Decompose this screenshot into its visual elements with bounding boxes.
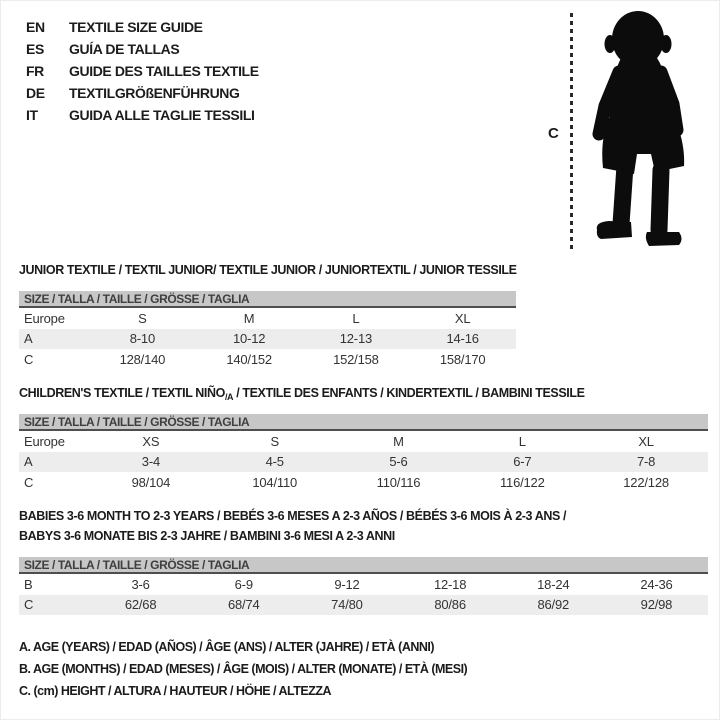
lang-row-en [26, 16, 259, 38]
height-cell: 128/140 [119, 351, 166, 367]
title-line-2: BABYS 3-6 MONATE BIS 2-3 JAHRE / BAMBINI 3-6 MESI A 2-3 ANNI [19, 529, 395, 543]
height-cell: 152/158 [333, 351, 379, 367]
height-cell: 92/98 [640, 597, 673, 613]
height-cell: 122/128 [623, 474, 669, 490]
size-cell: S [138, 310, 147, 326]
age-cell: 12-13 [339, 331, 372, 347]
height-cell: 74/80 [331, 597, 363, 613]
lang-row-es [26, 38, 259, 60]
lang-label: GUIDE DES TAILLES TEXTILE [69, 63, 259, 79]
lang-label: GUIDA ALLE TAGLIE TESSILI [69, 107, 255, 123]
table-row-europe [19, 308, 516, 329]
row-label: Europe [24, 433, 65, 449]
size-cell: XL [638, 433, 654, 449]
row-label: A [24, 454, 33, 470]
height-measure-label: C [548, 125, 559, 142]
toddler-silhouette-icon [583, 6, 709, 253]
row-label: Europe [24, 310, 65, 326]
size-cell: M [393, 433, 404, 449]
months-cell: 24-36 [640, 576, 673, 592]
lang-code: ES [26, 41, 44, 57]
months-cell: 9-12 [334, 576, 360, 592]
lang-label: TEXTILGRÖßENFÜHRUNG [69, 85, 240, 101]
table-row-age [19, 452, 708, 473]
height-cell: 104/110 [252, 474, 298, 490]
row-label: C [24, 597, 34, 613]
title-line-1: BABIES 3-6 MONTH TO 2-3 YEARS / BEBÉS 3-6 MESES A 2-3 AÑOS / BÉBÉS 3-6 MOIS À 2-3 ANS / [19, 509, 567, 523]
row-label: C [24, 351, 34, 367]
lang-code: EN [26, 19, 45, 35]
section-title-children [19, 383, 585, 404]
row-label: A [24, 331, 33, 347]
babies-size-table [19, 557, 708, 615]
height-cell: 62/68 [124, 597, 157, 613]
row-label: C [24, 474, 34, 490]
months-cell: 18-24 [537, 576, 570, 592]
table-row-height [19, 595, 708, 616]
footnote-age-months: B. AGE (MONTHS) / EDAD (MESES) / ÂGE (MOIS) / ALTER (MONATE) / ETÀ (MESI) [19, 662, 468, 676]
age-cell: 10-12 [233, 331, 266, 347]
height-measure-line [570, 13, 573, 251]
lang-code: IT [26, 107, 38, 123]
age-cell: 4-5 [265, 454, 284, 470]
lang-row-de [26, 82, 259, 104]
title-text: CHILDREN'S TEXTILE / TEXTIL NIÑO [19, 386, 225, 400]
table-row-europe [19, 431, 708, 452]
age-cell: 5-6 [389, 454, 408, 470]
section-title-junior: JUNIOR TEXTILE / TEXTIL JUNIOR/ TEXTILE JUNIOR / JUNIORTEXTIL / JUNIOR TESSILE [19, 263, 517, 277]
size-header-bar: SIZE / TALLA / TAILLE / GRÖSSE / TAGLIA [19, 414, 708, 431]
size-header-bar: SIZE / TALLA / TAILLE / GRÖSSE / TAGLIA [19, 291, 516, 308]
size-header-bar: SIZE / TALLA / TAILLE / GRÖSSE / TAGLIA [19, 557, 708, 574]
size-cell: XL [454, 310, 471, 326]
table-row-height [19, 472, 708, 493]
row-label: B [24, 576, 33, 592]
junior-size-table [19, 291, 516, 370]
age-cell: 14-16 [446, 331, 479, 347]
size-cell: M [243, 310, 255, 326]
age-cell: 6-7 [513, 454, 532, 470]
height-cell: 116/122 [499, 474, 545, 490]
size-cell: L [518, 433, 526, 449]
title-text: / TEXTILE DES ENFANTS / KINDERTEXTIL / BAMBINI TESSILE [233, 386, 585, 400]
height-cell: 110/116 [376, 474, 421, 490]
lang-code: DE [26, 85, 45, 101]
language-list [26, 16, 259, 126]
height-cell: 80/86 [434, 597, 466, 613]
lang-row-fr [26, 60, 259, 82]
table-row-months [19, 574, 708, 595]
height-cell: 158/170 [439, 351, 486, 367]
months-cell: 6-9 [234, 576, 253, 592]
lang-code: FR [26, 63, 44, 79]
age-cell: 3-4 [141, 454, 160, 470]
title-subscript: /A [224, 392, 234, 402]
months-cell: 12-18 [433, 576, 467, 592]
section-title-babies [19, 506, 566, 546]
size-cell: L [352, 310, 360, 326]
table-row-height [19, 349, 516, 370]
months-cell: 3-6 [131, 576, 150, 592]
height-cell: 140/152 [226, 351, 272, 367]
lang-label: GUÍA DE TALLAS [69, 41, 180, 57]
table-row-age [19, 329, 516, 350]
size-cell: S [270, 433, 279, 449]
footnote-age-years: A. AGE (YEARS) / EDAD (AÑOS) / ÂGE (ANS) / ALTER (JAHRE) / ETÀ (ANNI) [19, 640, 435, 654]
size-cell: XS [142, 433, 160, 449]
height-cell: 86/92 [537, 597, 570, 613]
age-cell: 8-10 [129, 331, 155, 347]
footnote-height-cm: C. (cm) HEIGHT / ALTURA / HAUTEUR / HÖHE / ALTEZZA [19, 684, 332, 698]
lang-row-it [26, 104, 259, 126]
children-size-table [19, 414, 708, 493]
lang-label: TEXTILE SIZE GUIDE [69, 19, 203, 35]
age-cell: 7-8 [636, 454, 656, 470]
height-cell: 98/104 [131, 474, 171, 490]
height-cell: 68/74 [227, 597, 260, 613]
footnote-legend [19, 640, 467, 706]
